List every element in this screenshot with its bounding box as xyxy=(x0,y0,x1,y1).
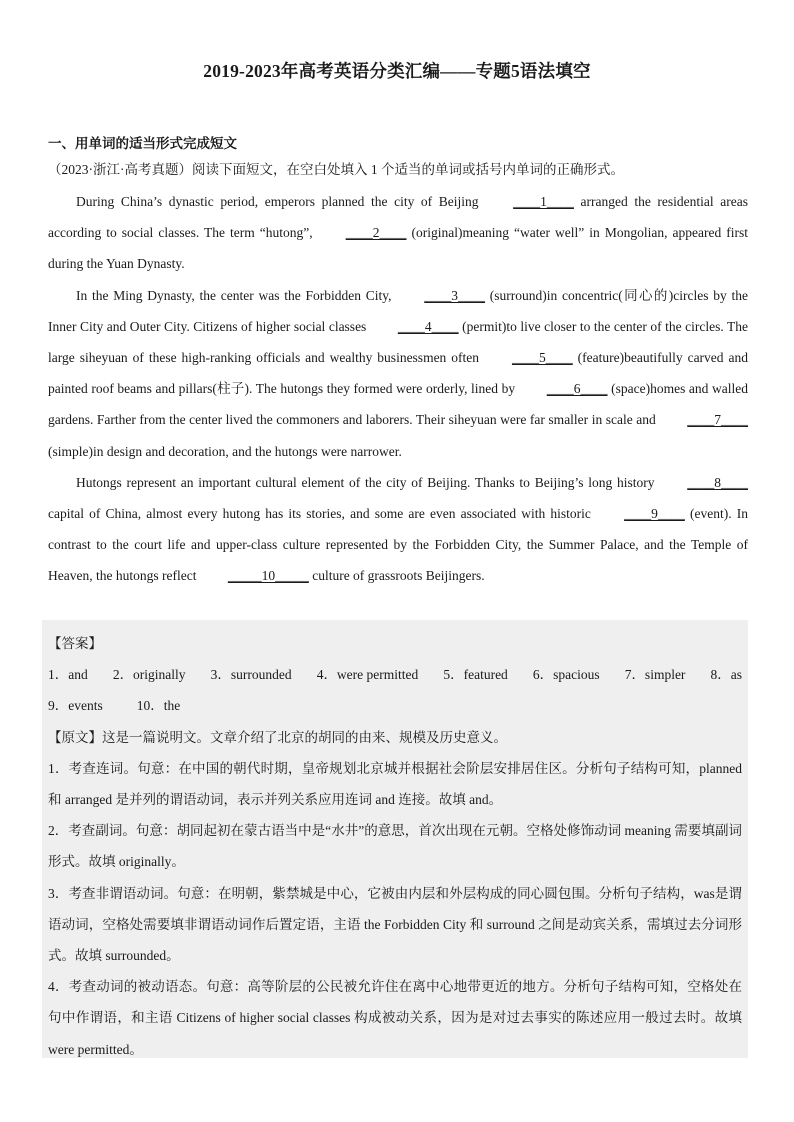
blank-1: ____1____ xyxy=(513,194,574,209)
reading-passage xyxy=(48,186,748,592)
blank-10: _____10_____ xyxy=(227,568,309,584)
answer-list-row-1 xyxy=(48,659,742,690)
answer-item: 5．featured xyxy=(443,667,508,683)
answer-item: 6．spacious xyxy=(532,667,600,683)
explanation-4: 4．考查动词的被动语态。句意：高等阶层的公民被允许住在离中心地带更近的地方。分析句子结构可知，空格处在句中作谓语，和主语 Citizens of higher social classes 构成被动关系，因为是对过去事实的陈述应用一般过去时。故填 were permitted。 xyxy=(48,979,742,1057)
passage-paragraph-1: During China’s dynastic period, emperors planned the city of Beijing ____1____ arranged the residential areas according to social classes. The term “hutong”, ____2____ (original)meaning “water well” in Mongolian, appeared first during the Yuan Dynasty. xyxy=(48,186,748,280)
passage-paragraph-3: Hutongs represent an important cultural element of the city of Beijing. Thanks to Beijing’s long history ____8____ capital of China, almost every hutong has its stories, and some are even associated with historic ____9____ (event). In contrast to the court life and upper-class culture represented by the Forbidden City, the Summer Palace, and the Temple of Heaven, the hutongs reflect _____10_____ culture of grassroots Beijingers. xyxy=(48,467,748,592)
blank-5: ____5____ xyxy=(511,350,573,366)
original-text-summary: 【原文】这是一篇说明文。文章介绍了北京的胡同的由来、规模及历史意义。 xyxy=(48,729,507,745)
answer-item: 7．simpler xyxy=(624,667,686,683)
blank-6: ____6____ xyxy=(546,381,608,397)
blank-7: ____7____ xyxy=(687,412,748,428)
answer-item: 4．were permitted xyxy=(316,667,419,683)
answer-item: 3．surrounded xyxy=(210,667,292,683)
explanation-3: 3．考查非谓语动词。句意：在明朝，紫禁城是中心，它被由内层和外层构成的同心圆包围。分析句子结构，was是谓语动词，空格处需要填非谓语动词作后置定语，主语 the Forbidden City 和 surround 之间是动宾关系，需填过去分词形式。故填 surrounded。 xyxy=(48,885,742,964)
explanations xyxy=(48,722,742,1065)
answer-section xyxy=(42,620,748,1058)
answer-list-row-2 xyxy=(48,690,742,721)
question-instruction: （2023·浙江·高考真题）阅读下面短文，在空白处填入 1 个适当的单词或括号内单词的正确形式。 xyxy=(48,162,624,177)
document-title: 2019-2023年高考英语分类汇编——专题5语法填空 xyxy=(203,61,591,81)
answer-item: 2．originally xyxy=(112,667,186,683)
blank-3: ____3____ xyxy=(424,287,486,303)
answer-heading: 【答案】 xyxy=(48,636,102,651)
blank-4: ____4____ xyxy=(397,318,459,334)
explanation-1: 1．考查连词。句意：在中国的朝代时期，皇帝规划北京城并根据社会阶层安排居住区。分析句子结构可知，planned和 arranged 是并列的谓语动词，表示并列关系应用连词 and 连接。故填 and。 xyxy=(48,760,742,808)
answer-item: 8．as xyxy=(710,667,742,683)
answer-item: 10．the xyxy=(136,698,181,714)
answer-item: 9．events xyxy=(48,698,103,714)
blank-9: ____9____ xyxy=(624,506,685,522)
answer-item: 1．and xyxy=(48,667,88,683)
section-heading: 一、用单词的适当形式完成短文 xyxy=(48,136,237,151)
blank-8: ____8____ xyxy=(687,474,748,490)
blank-2: ____2____ xyxy=(345,225,407,241)
passage-paragraph-2: In the Ming Dynasty, the center was the Forbidden City, ____3____ (surround)in concentric(同心的)circles by the Inner City and Outer City. Citizens of higher social classes ____4____ (permit)to live closer to the center of the circles. The large siheyuan of these high-ranking officials and wealthy businessmen often ____5____ (feature)beautifully carved and painted roof beams and pillars(柱子). The hutongs they formed were orderly, lined by ____6____ (space)homes and walled gardens. Farther from the center lived the commoners and laborers. Their siheyuan were far smaller in scale and ____7____ (simple)in design and decoration, and the hutongs were narrower. xyxy=(48,280,748,467)
explanation-2: 2．考查副词。句意：胡同起初在蒙古语当中是“水井”的意思，首次出现在元朝。空格处修饰动词 meaning 需要填副词形式。故填 originally。 xyxy=(48,823,742,870)
